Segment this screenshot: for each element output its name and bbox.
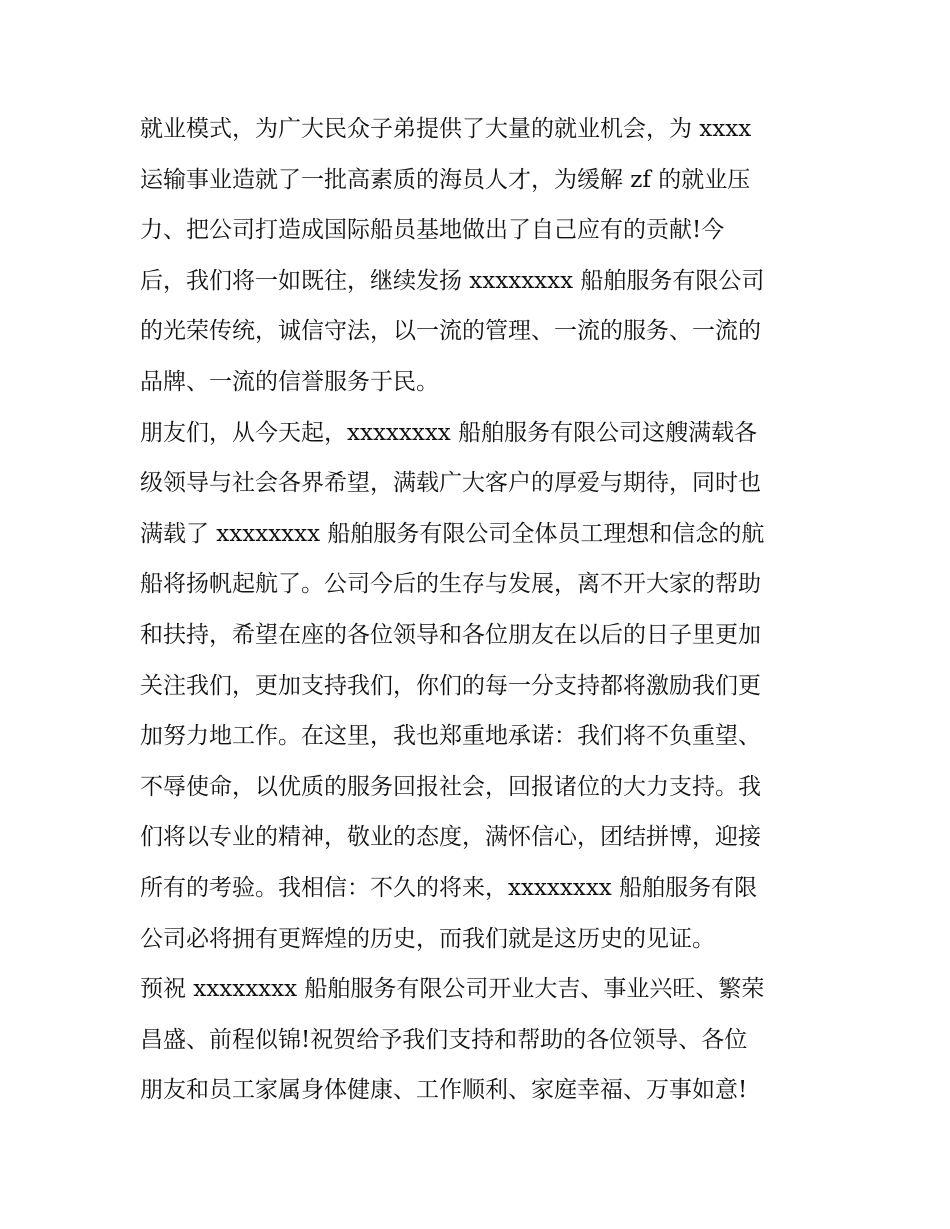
text-line: 关注我们，更加支持我们，你们的每一分支持都将激励我们更 xyxy=(140,672,761,699)
text-line: 昌盛、前程似锦!祝贺给予我们支持和帮助的各位领导、各位 xyxy=(140,1026,748,1053)
body-text xyxy=(140,104,820,1116)
text-line: 后，我们将一如既往，继续发扬 xxxxxxxx 船舶服务有限公司 xyxy=(140,267,765,294)
text-line: 们将以专业的精神，敬业的态度，满怀信心，团结拼博，迎接 xyxy=(140,824,761,851)
text-line: 公司必将拥有更辉煌的历史，而我们就是这历史的见证。 xyxy=(140,925,715,952)
text-line: 朋友们，从今天起，xxxxxxxx 船舶服务有限公司这艘满载各 xyxy=(140,419,758,446)
text-line: 加努力地工作。在这里，我也郑重地承诺：我们将不负重望、 xyxy=(140,723,761,750)
text-line: 力、把公司打造成国际船员基地做出了自己应有的贡献!今 xyxy=(140,217,725,244)
text-line: 级领导与社会各界希望，满载广大客户的厚爱与期待，同时也 xyxy=(140,470,761,497)
text-line: 船将扬帆起航了。公司今后的生存与发展，离不开大家的帮助 xyxy=(140,571,761,598)
text-line: 就业模式，为广大民众子弟提供了大量的就业机会，为 xxxx xyxy=(140,116,752,142)
text-line: 预祝 xxxxxxxx 船舶服务有限公司开业大吉、事业兴旺、繁荣 xyxy=(140,976,765,1003)
text-line: 运输事业造就了一批高素质的海员人才，为缓解 zf 的就业压 xyxy=(140,166,751,193)
text-line: 的光荣传统，诚信守法，以一流的管理、一流的服务、一流的 xyxy=(140,318,761,345)
text-line: 满载了 xxxxxxxx 船舶服务有限公司全体员工理想和信念的航 xyxy=(140,520,765,547)
text-line: 和扶持，希望在座的各位领导和各位朋友在以后的日子里更加 xyxy=(140,621,761,648)
text-line: 品牌、一流的信誉服务于民。 xyxy=(140,368,439,395)
text-line: 朋友和员工家属身体健康、工作顺利、家庭幸福、万事如意! xyxy=(140,1077,748,1104)
text-line: 不辱使命，以优质的服务回报社会，回报诸位的大力支持。我 xyxy=(140,773,761,800)
text-line: 所有的考验。我相信：不久的将来，xxxxxxxx 船舶服务有限 xyxy=(140,874,758,901)
